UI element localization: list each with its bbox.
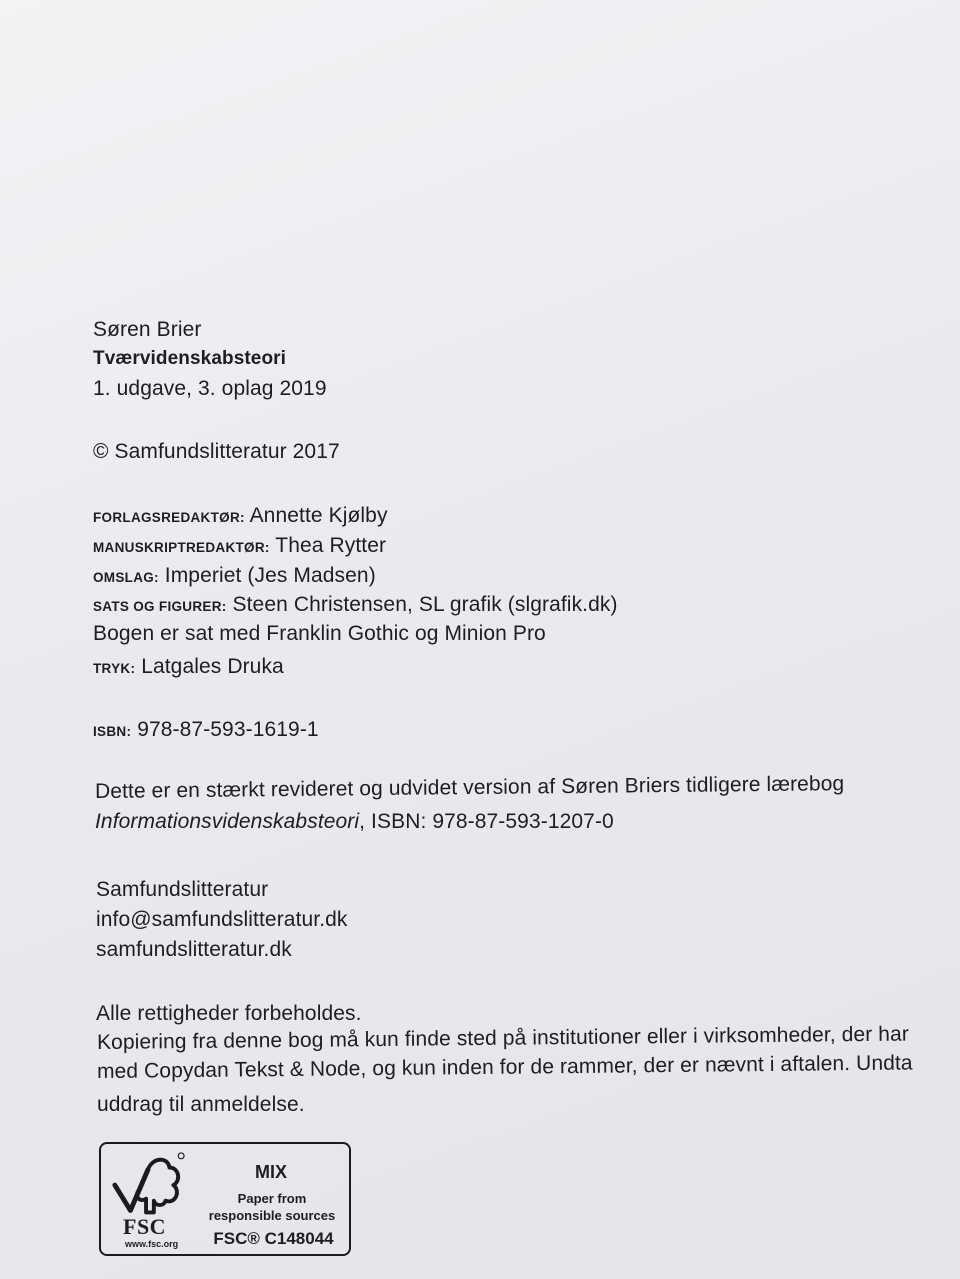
credit-value: Annette Kjølby: [249, 504, 388, 527]
rights-line-3: med Copydan Tekst & Node, og kun inden for de rammer, der er nævnt i aftalen. Undta: [96, 1051, 913, 1083]
credit-manuscript-editor: [93, 533, 386, 561]
isbn-line: [93, 717, 319, 745]
previous-isbn: , ISBN: 978-87-593-1207-0: [359, 810, 614, 833]
credit-value: Latgales Druka: [141, 655, 284, 678]
credit-typesetting: [93, 592, 618, 620]
credit-value: Imperiet (Jes Madsen): [164, 564, 376, 587]
fsc-paper-line-2: responsible sources: [208, 1208, 336, 1223]
fsc-paper-line-1: Paper from: [237, 1191, 307, 1206]
copyright-line: © Samfundslitteratur 2017: [93, 440, 340, 463]
publisher-email: info@samfundslitteratur.dk: [96, 908, 348, 931]
rights-line-4: uddrag til anmeldelse.: [97, 1093, 305, 1116]
fsc-mix: MIX: [254, 1162, 287, 1182]
rights-line-2: Kopiering fra denne bog må kun finde sted på institutioner eller i virksomheder, der har: [96, 1022, 910, 1054]
fsc-license-code: FSC® C148044: [213, 1229, 334, 1248]
fsc-label: [99, 1142, 351, 1256]
credit-value: Steen Christensen, SL grafik (slgrafik.dk): [232, 593, 618, 616]
revision-previous: [95, 809, 614, 835]
fsc-url: www.fsc.org: [125, 1239, 179, 1249]
credit-label: MANUSKRIPTREDAKTØR:: [93, 540, 270, 555]
publisher-name: Samfundslitteratur: [96, 878, 269, 901]
credit-label: OMSLAG:: [93, 570, 159, 585]
credit-cover: [93, 563, 376, 591]
fsc-brand: FSC: [123, 1214, 167, 1239]
rights-line-1: Alle rettigheder forbeholdes.: [96, 1002, 362, 1025]
credit-print: [93, 654, 284, 682]
isbn-label: ISBN:: [93, 724, 132, 739]
edition-line: 1. udgave, 3. oplag 2019: [93, 377, 327, 400]
previous-title: Informationsvidenskabsteori: [95, 810, 360, 833]
credit-label: SATS OG FIGURER:: [93, 599, 227, 614]
publisher-web: samfundslitteratur.dk: [96, 938, 292, 961]
credit-editor: [93, 503, 388, 531]
book-title: Tværvidenskabsteori: [93, 348, 287, 369]
fsc-paper-text: [197, 1190, 347, 1224]
revision-note: Dette er en stærkt revideret og udvidet version af Søren Briers tidligere lærebog: [94, 772, 845, 803]
isbn-value: 978-87-593-1619-1: [137, 718, 319, 741]
typeface-note: Bogen er sat med Franklin Gothic og Minion Pro: [93, 622, 546, 645]
credit-label: TRYK:: [93, 661, 136, 676]
credit-value: Thea Rytter: [275, 534, 387, 557]
credit-label: FORLAGSREDAKTØR:: [93, 510, 245, 525]
author-name: Søren Brier: [93, 318, 202, 341]
